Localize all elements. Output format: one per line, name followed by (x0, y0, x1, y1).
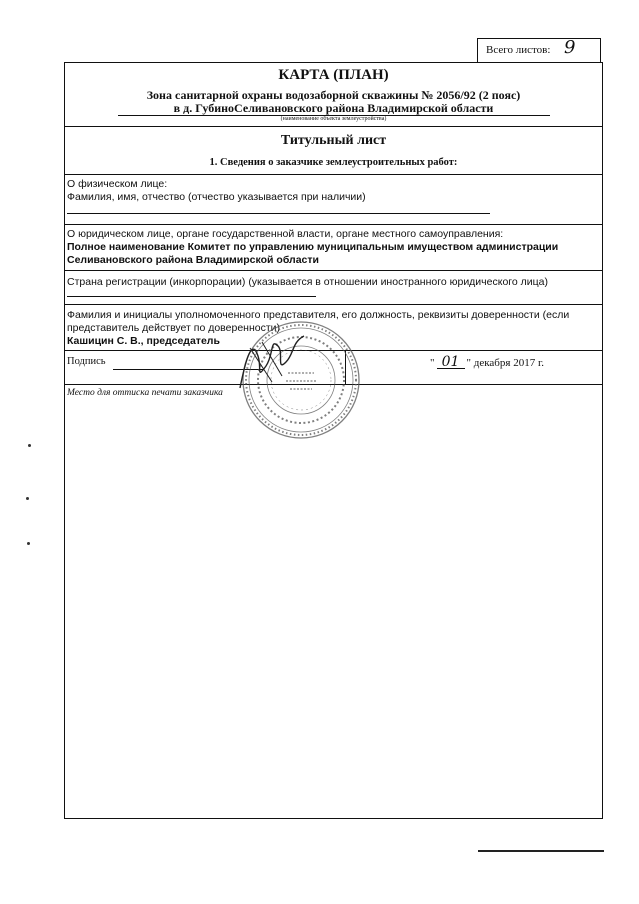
scan-speck (28, 444, 31, 447)
signature-label: Подпись (67, 356, 106, 367)
handwritten-signature-icon (232, 318, 312, 398)
divider-header (64, 126, 603, 127)
legal-entity-label: О юридическом лице, органе государственной власти, органе местного самоуправления: (67, 228, 504, 240)
country-label: Страна регистрации (инкорпорации) (указывается в отношении иностранного юридического лица) (67, 276, 548, 288)
date-month-year: декабря 2017 г. (473, 357, 544, 369)
date-quote-close: " (466, 357, 471, 369)
divider-individual (64, 224, 603, 225)
legal-entity-name-line2: Селивановского района Владимирской области (67, 254, 319, 266)
individual-label: О физическом лице: (67, 178, 168, 190)
representative-label-line2: представитель действует по доверенности) (67, 322, 281, 334)
document-title: КАРТА (ПЛАН) (278, 67, 389, 83)
representative-value: Кашицин С. В., председатель (67, 335, 220, 347)
date-day: 01 (437, 356, 465, 369)
seal-place-label: Место для оттиска печати заказчика (67, 388, 223, 398)
sheets-count-box (477, 38, 601, 62)
date-quote-open: " (430, 357, 435, 369)
zone-title-line2: в д. ГубиноСеливановского района Владимирской области (173, 101, 494, 115)
scan-speck (26, 497, 29, 500)
sheets-count-label: Всего листов: (486, 44, 551, 56)
sheets-count-value: 9 (564, 37, 576, 58)
individual-fio-label: Фамилия, имя, отчество (отчество указывается при наличии) (67, 191, 366, 203)
date-field (430, 356, 544, 369)
legal-entity-name-line1: Полное наименование Комитет по управлению муниципальным имуществом администрации (67, 241, 559, 253)
title-sheet-heading: Титульный лист (280, 133, 387, 148)
country-line (67, 296, 316, 297)
divider-section (64, 174, 603, 175)
object-caption: (наименование объекта землеустройства) (280, 116, 387, 122)
divider-legal (64, 270, 603, 271)
individual-fio-line (67, 213, 490, 214)
representative-label-line1: Фамилия и инициалы уполномоченного представителя, его должность, реквизиты доверенности (если (67, 309, 570, 321)
customer-section-heading: 1. Сведения о заказчике землеустроительных работ: (209, 157, 458, 168)
footer-rule (478, 850, 604, 852)
zone-title-line1: Зона санитарной охраны водозаборной скважины № 2056/92 (2 пояс) (146, 88, 521, 102)
divider-country (64, 304, 603, 305)
scan-speck (27, 542, 30, 545)
